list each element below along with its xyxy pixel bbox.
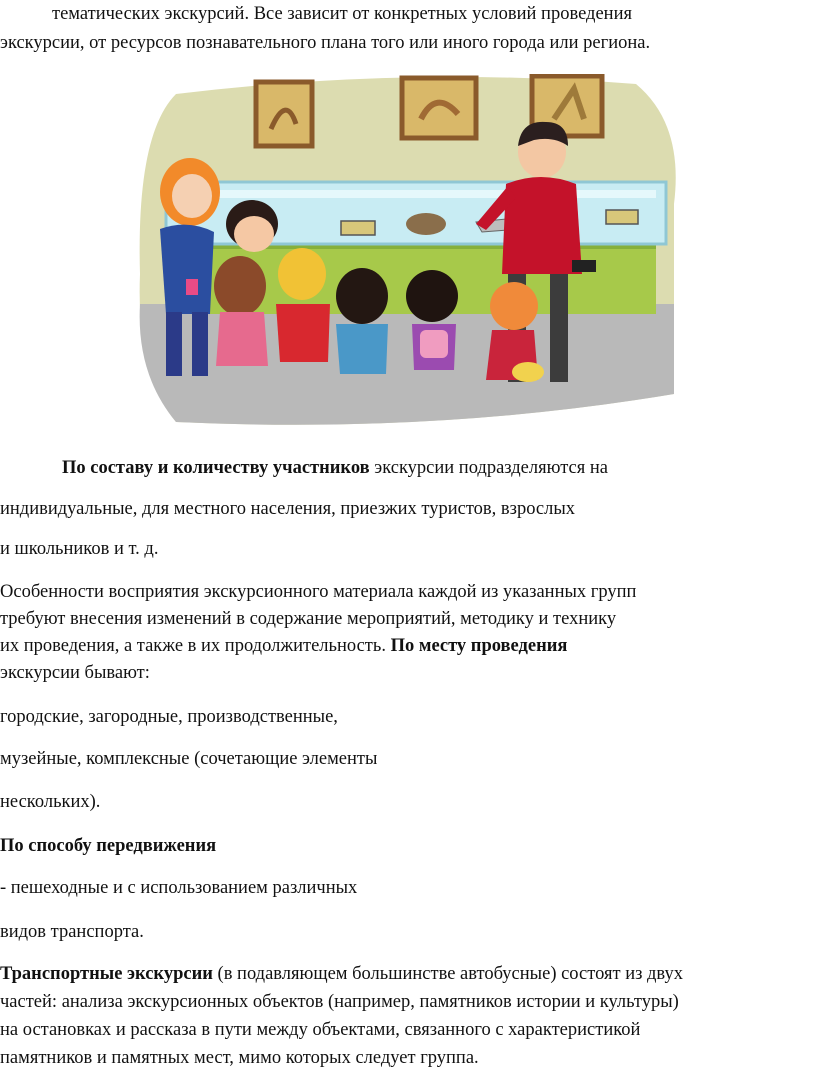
composition-line-3: и школьников и т. д. (0, 539, 159, 559)
perception-line-3 (0, 634, 567, 658)
perception-line-1: Особенности восприятия экскурсионного материала каждой из указанных групп (0, 582, 637, 602)
intro-line-2: экскурсии, от ресурсов познавательного плана того или иного города или региона. (0, 33, 651, 53)
transport-line-3: на остановках и рассказа в пути между объектами, связанного с характеристикой (0, 1020, 641, 1040)
transport-rest: (в подавляющем большинстве автобусные) состоят из двух (212, 964, 684, 984)
transport-line-4: памятников и памятных мест, мимо которых следует группа. (0, 1048, 479, 1068)
museum-excursion-illustration (136, 74, 678, 430)
composition-line-2: индивидуальные, для местного населения, приезжих туристов, взрослых (0, 499, 576, 519)
place-types-line-3: нескольких). (0, 792, 101, 812)
movement-heading (0, 834, 216, 858)
wall-painting (402, 78, 476, 138)
transport-heading: Транспортные экскурсии (0, 964, 213, 984)
wall-painting (256, 82, 312, 146)
place-types-line-1: городские, загородные, производственные, (0, 707, 338, 727)
transport-line-1 (0, 962, 683, 986)
place-types-line-2: музейные, комплексные (сочетающие элементы (0, 749, 378, 769)
composition-paragraph (62, 456, 608, 480)
composition-rest: экскурсии подразделяются на (369, 458, 608, 478)
intro-line-1: тематических экскурсий. Все зависит от конкретных условий проведения (52, 4, 632, 24)
perception-line-3-text: их проведения, а также в их продолжительность. (0, 636, 391, 656)
place-heading: По месту проведения (390, 636, 568, 656)
perception-line-4: экскурсии бывают: (0, 663, 150, 683)
movement-line-1: - пешеходные и с использованием различных (0, 878, 358, 898)
composition-heading: По составу и количеству участников (62, 458, 370, 478)
movement-heading-text: По способу передвижения (0, 836, 217, 856)
perception-line-2: требуют внесения изменений в содержание мероприятий, методику и технику (0, 609, 617, 629)
transport-line-2: частей: анализа экскурсионных объектов (например, памятников истории и культуры) (0, 992, 679, 1012)
movement-line-2: видов транспорта. (0, 922, 144, 942)
